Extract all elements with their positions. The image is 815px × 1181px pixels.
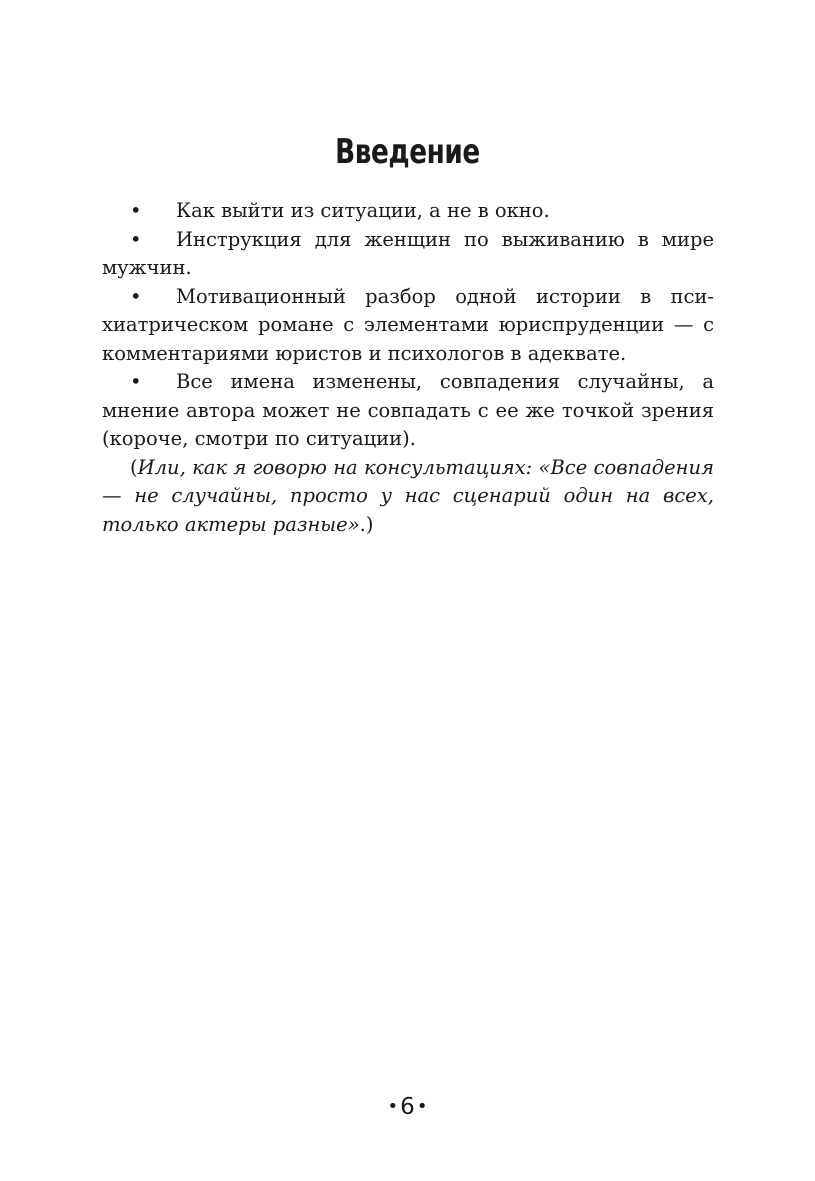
list-item	[102, 226, 714, 283]
note-open-paren: (	[130, 455, 138, 479]
dot-icon: •	[416, 1096, 428, 1117]
bullet-icon: •	[130, 199, 142, 222]
page-number-value: 6	[400, 1094, 415, 1120]
list-item-text: Мотивационный разбор одной истории в психиатрическом романе с элементами юриспруденции — с комментариями юристов и психологов в адеквате.	[102, 284, 714, 365]
list-item	[102, 368, 714, 454]
bullet-icon: •	[130, 370, 142, 393]
note-text: Или, как я говорю на консультациях: «Все совпадения — не случайны, просто у нас сценарий один на всех, только актеры разные»	[102, 455, 714, 536]
list-item-text: Как выйти из ситуации, а не в окно.	[176, 199, 550, 222]
list-item-text: Инструкция для женщин по выживанию в мире мужчин.	[102, 227, 714, 279]
page-number	[0, 1092, 815, 1122]
closing-note	[102, 454, 714, 540]
list-item	[102, 197, 714, 226]
list-item	[102, 283, 714, 369]
bullet-icon: •	[130, 227, 142, 251]
dot-icon: •	[387, 1096, 399, 1117]
body-text	[102, 197, 714, 539]
bullet-icon: •	[130, 284, 142, 308]
note-close: .)	[359, 512, 374, 536]
page-title: Введение	[335, 131, 480, 172]
list-item-text: Все имена изменены, совпадения случайны, а мнение автора может не совпадать с ее же точкой зрения (короче, смотри по ситуации).	[102, 370, 714, 450]
